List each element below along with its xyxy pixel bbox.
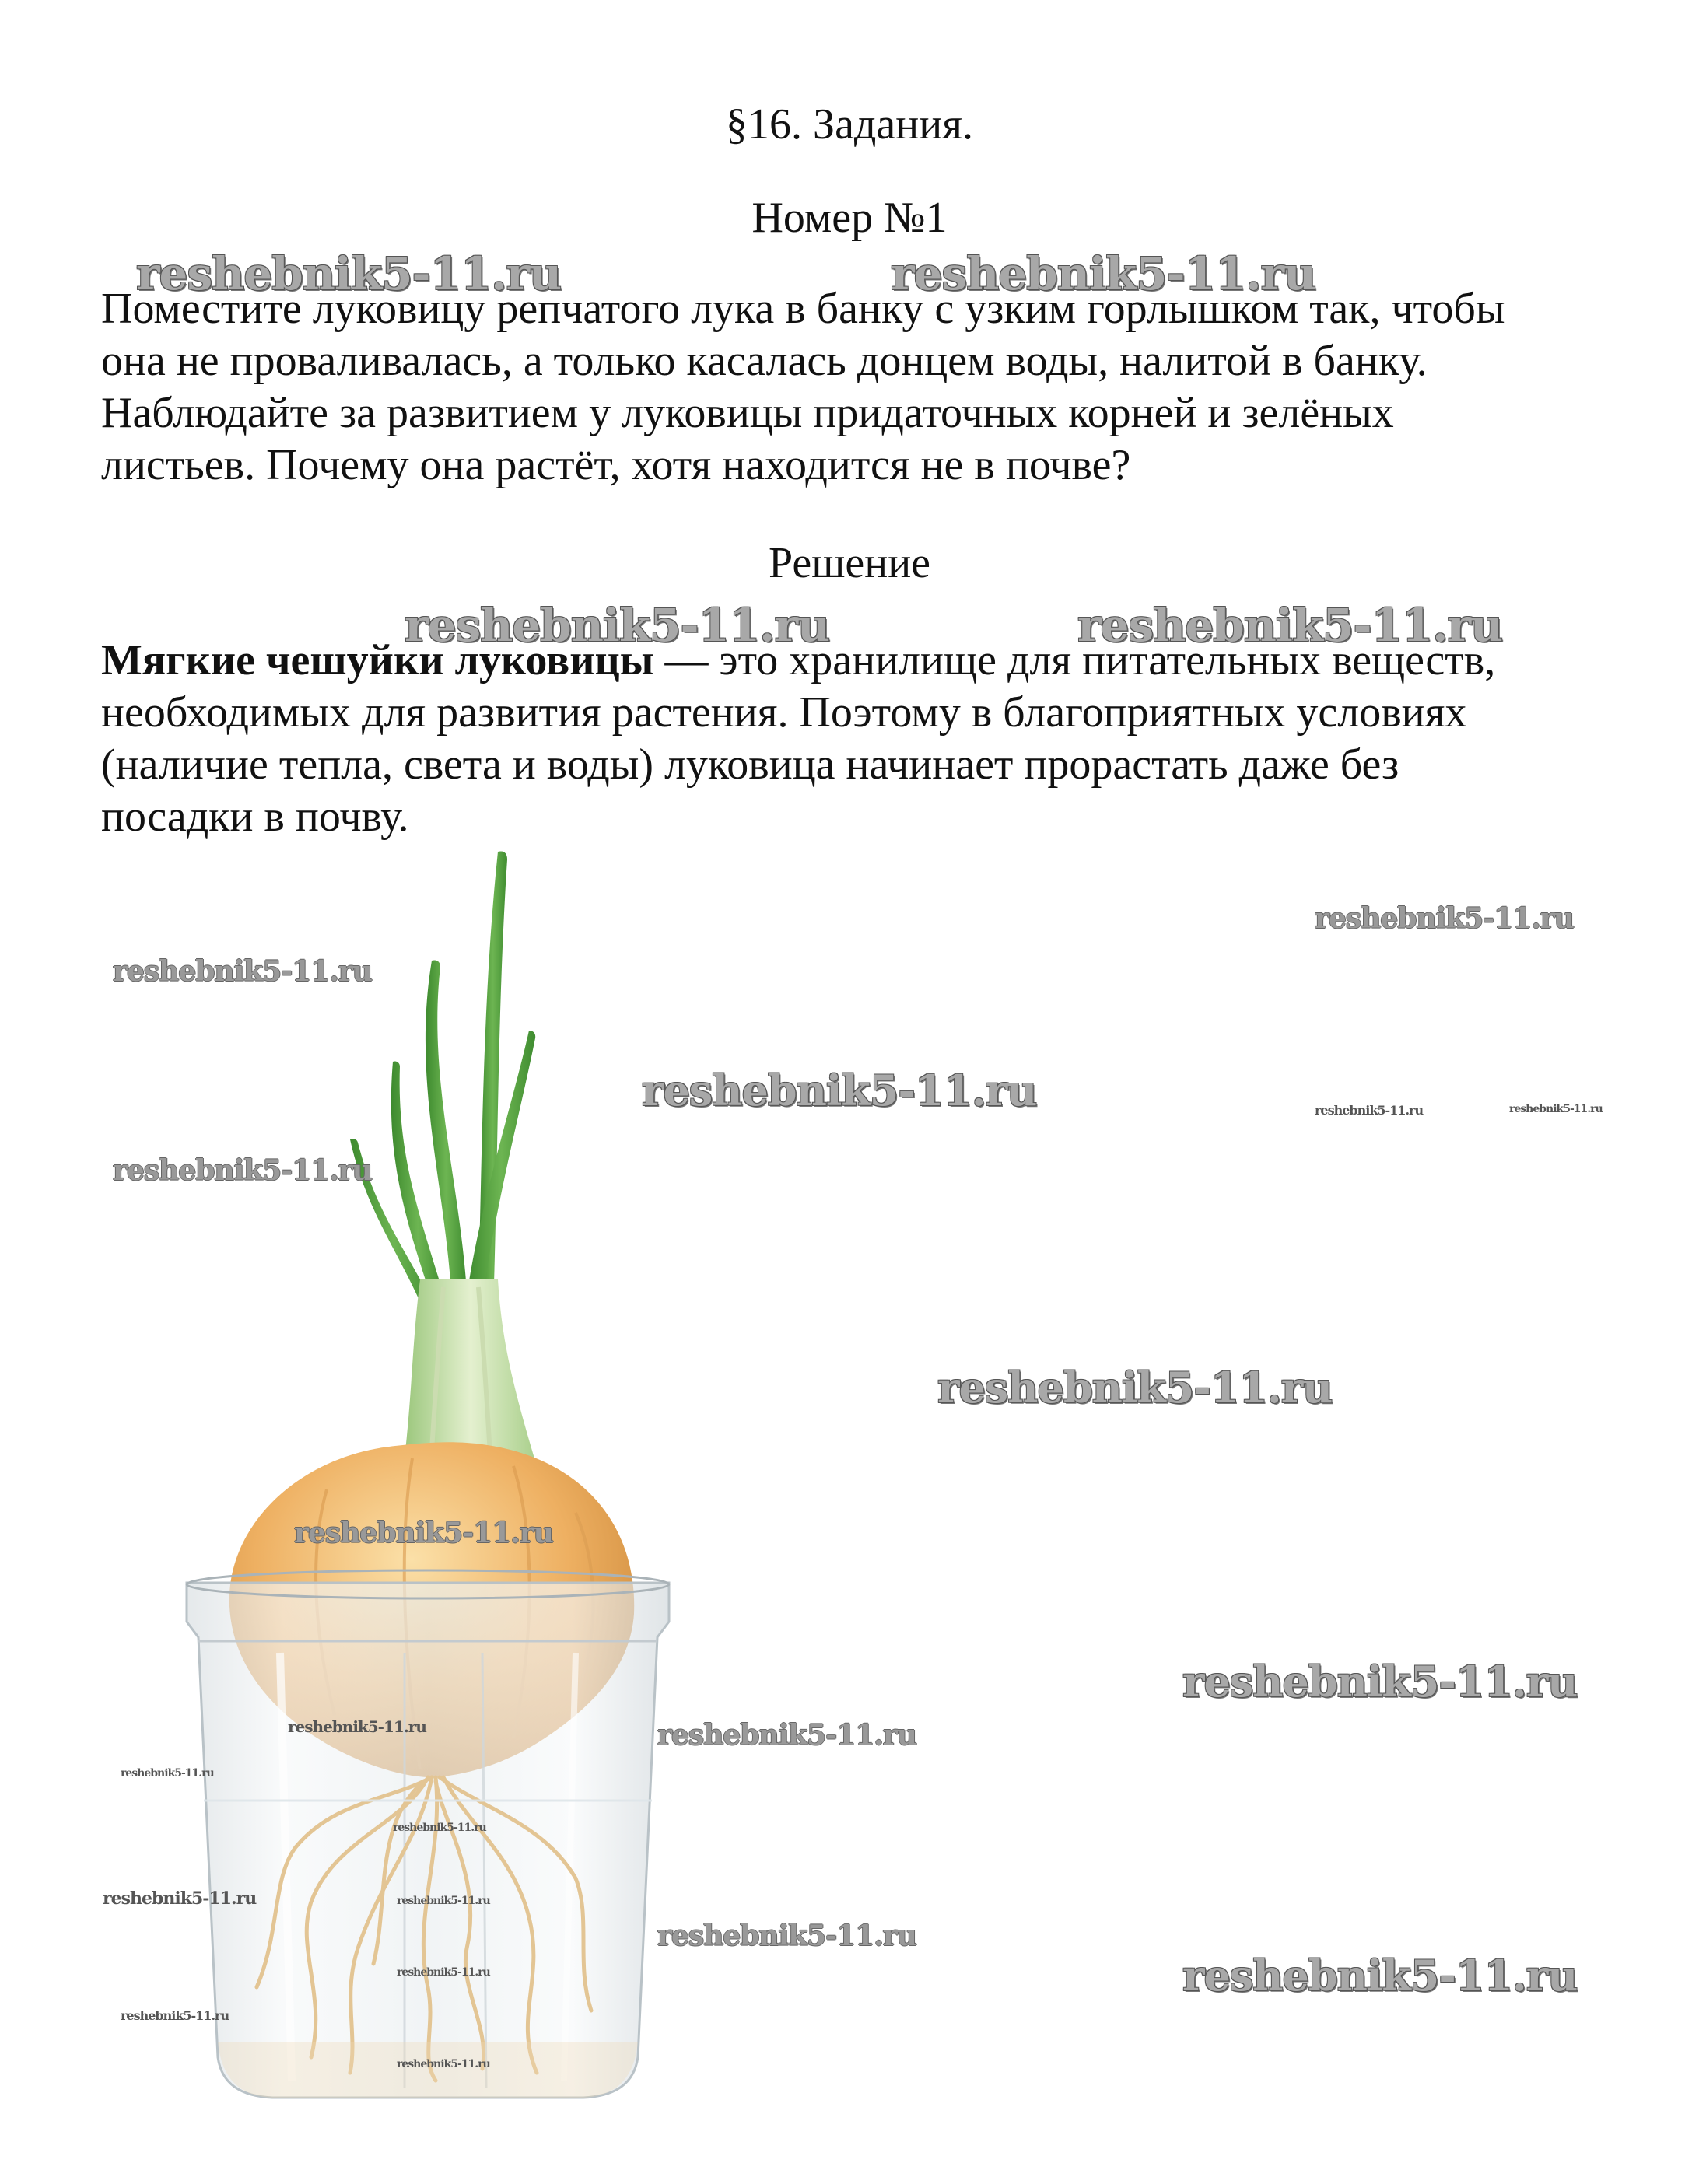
task-line: Наблюдайте за развитием у луковицы придаточных корней и зелёных xyxy=(101,389,1394,437)
number-title: Номер №1 xyxy=(751,194,948,242)
watermark: reshebnik5-11.ru xyxy=(657,1719,916,1752)
watermark: reshebnik5-11.ru xyxy=(1182,1657,1578,1706)
watermark: reshebnik5-11.ru xyxy=(891,247,1316,300)
solution-line: необходимых для развития растения. Поэтому в благоприятных условиях xyxy=(101,688,1467,737)
watermark: reshebnik5-11.ru xyxy=(405,599,830,652)
watermark: reshebnik5-11.ru xyxy=(1315,1103,1424,1118)
watermark: reshebnik5-11.ru xyxy=(294,1517,553,1549)
watermark: reshebnik5-11.ru xyxy=(397,1895,490,1907)
solution-line: посадки в почву. xyxy=(101,793,409,841)
task-line: она не проваливалась, а только касалась донцем воды, налитой в банку. xyxy=(101,337,1428,385)
task-line: Поместите луковицу репчатого лука в банку с узким горлышком так, чтобы xyxy=(101,285,1505,333)
watermark: reshebnik5-11.ru xyxy=(1315,902,1574,935)
solution-line: (наличие тепла, света и воды) луковица начинает прорастать даже без xyxy=(101,740,1399,789)
solution-line xyxy=(101,635,1626,687)
watermark: reshebnik5-11.ru xyxy=(288,1717,426,1736)
section-title: §16. Задания. xyxy=(726,100,973,149)
watermark: reshebnik5-11.ru xyxy=(393,1822,486,1834)
watermark: reshebnik5-11.ru xyxy=(113,955,372,988)
onion-in-jar-illustration xyxy=(78,844,778,2104)
task-line: листьев. Почему она растёт, хотя находится не в почве? xyxy=(101,441,1131,489)
watermark: reshebnik5-11.ru xyxy=(1509,1103,1603,1115)
solution-bold-lead: Мягкие чешуйки луковицы xyxy=(101,636,654,684)
glass-jar xyxy=(187,1583,669,2098)
watermark: reshebnik5-11.ru xyxy=(121,1767,214,1780)
watermark: reshebnik5-11.ru xyxy=(1182,1951,1578,2000)
solution-line-rest: — это хранилище для питательных веществ, xyxy=(653,636,1496,684)
solution-heading: Решение xyxy=(768,539,931,587)
stem xyxy=(405,1279,537,1466)
watermark: reshebnik5-11.ru xyxy=(937,1363,1333,1412)
watermark: reshebnik5-11.ru xyxy=(642,1066,1037,1115)
watermark: reshebnik5-11.ru xyxy=(1077,599,1503,652)
watermark: reshebnik5-11.ru xyxy=(136,247,562,300)
watermark: reshebnik5-11.ru xyxy=(103,1888,257,1909)
watermark: reshebnik5-11.ru xyxy=(397,1966,490,1979)
watermark: reshebnik5-11.ru xyxy=(113,1154,372,1187)
watermark: reshebnik5-11.ru xyxy=(397,2058,490,2070)
watermark: reshebnik5-11.ru xyxy=(657,1920,916,1952)
watermark: reshebnik5-11.ru xyxy=(121,2008,229,2023)
leaves xyxy=(350,851,535,1311)
